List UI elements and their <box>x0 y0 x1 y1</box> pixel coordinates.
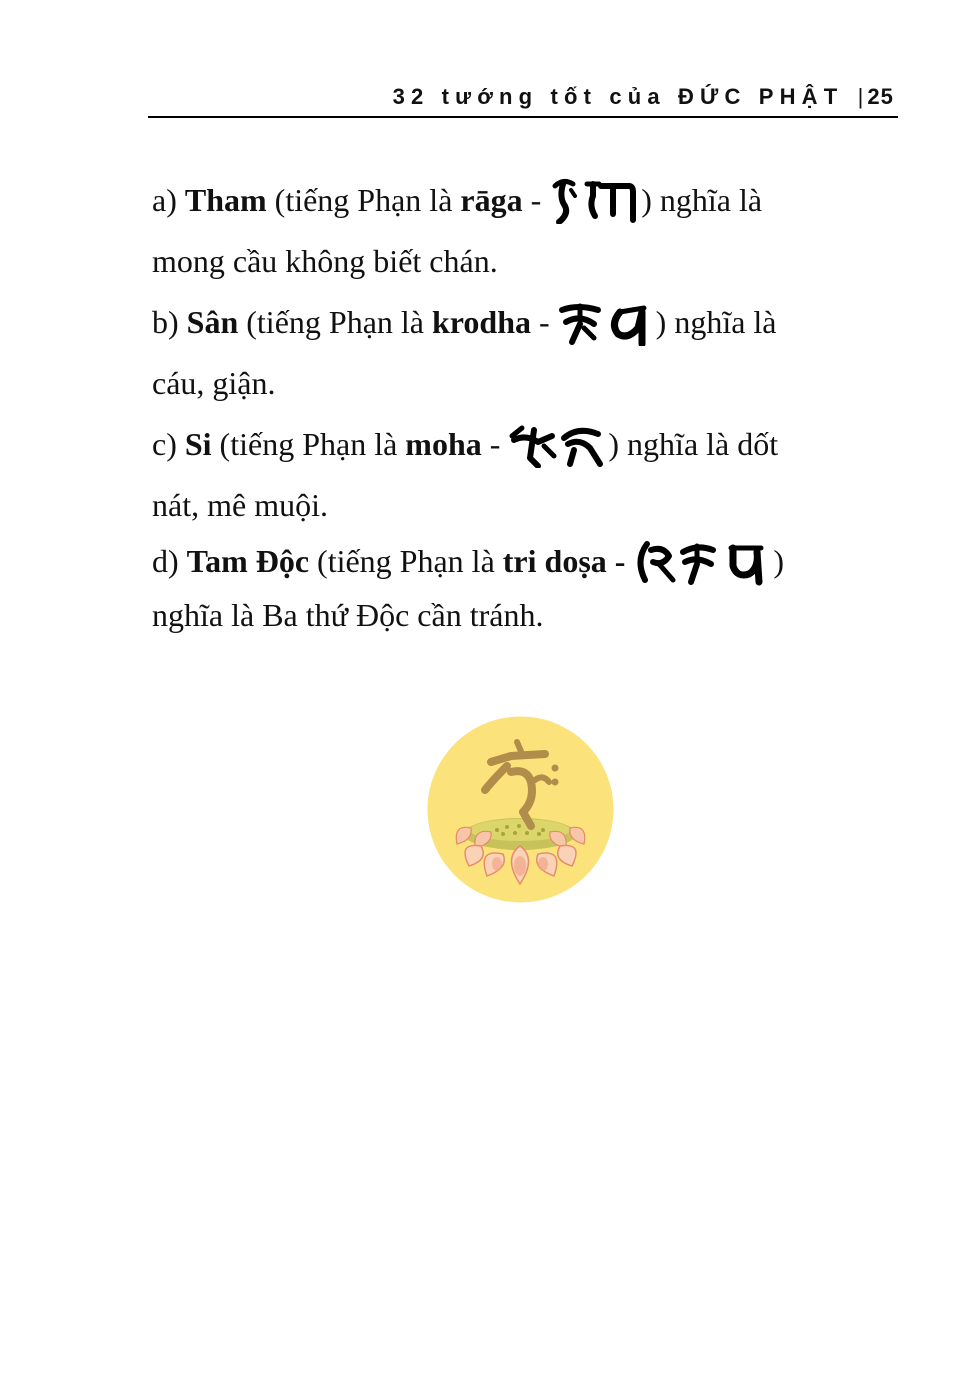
item-post: ) nghĩa là <box>641 182 763 218</box>
list-item-si <box>152 414 872 536</box>
list-item-san <box>152 292 872 414</box>
item-term: Tam Độc <box>186 543 310 579</box>
item-post: ) nghĩa là <box>655 304 777 340</box>
sanskrit-term: krodha <box>431 304 531 340</box>
item-pre: (tiếng Phạn là <box>219 426 398 462</box>
item-marker: d) <box>152 543 179 579</box>
item-pre: (tiếng Phạn là <box>317 543 495 579</box>
running-header <box>148 82 898 118</box>
header-separator: | <box>857 84 864 109</box>
sanskrit-term: tri doṣa <box>502 543 607 579</box>
sanskrit-term: moha <box>405 426 482 462</box>
siddham-tri-dosa-glyph <box>633 536 773 586</box>
item-dash: - <box>530 182 542 218</box>
header-text <box>393 84 894 110</box>
item-dash: - <box>614 543 626 579</box>
page-number: 25 <box>867 84 894 109</box>
header-title: 32 tướng tốt của ĐỨC PHẬT <box>392 84 844 109</box>
siddham-raga-glyph <box>549 176 641 224</box>
sanskrit-term: rāga <box>460 182 523 218</box>
item-continuation: nát, mê muội. <box>152 487 328 523</box>
item-dash: - <box>489 426 501 462</box>
item-post: ) nghĩa là dốt <box>608 426 779 462</box>
item-continuation: nghĩa là Ba thứ Độc cần tránh. <box>152 596 544 633</box>
poisons-list <box>152 170 872 640</box>
siddham-moha-glyph <box>508 420 608 468</box>
item-continuation: cáu, giận. <box>152 365 276 401</box>
item-marker: b) <box>152 304 179 340</box>
list-item-tham <box>152 170 872 292</box>
siddham-krodha-glyph <box>558 298 656 346</box>
siddham-syllable-on-lotus-icon <box>427 716 614 903</box>
item-pre: (tiếng Phạn là <box>274 182 453 218</box>
item-term: Si <box>184 426 212 462</box>
item-term: Tham <box>184 182 267 218</box>
list-item-tam-doc <box>152 536 872 640</box>
item-post: ) <box>773 543 785 579</box>
item-marker: c) <box>152 426 177 462</box>
item-dash: - <box>539 304 550 340</box>
item-marker: a) <box>152 182 177 218</box>
item-pre: (tiếng Phạn là <box>246 304 424 340</box>
item-term: Sân <box>186 304 239 340</box>
item-continuation: mong cầu không biết chán. <box>152 243 498 279</box>
